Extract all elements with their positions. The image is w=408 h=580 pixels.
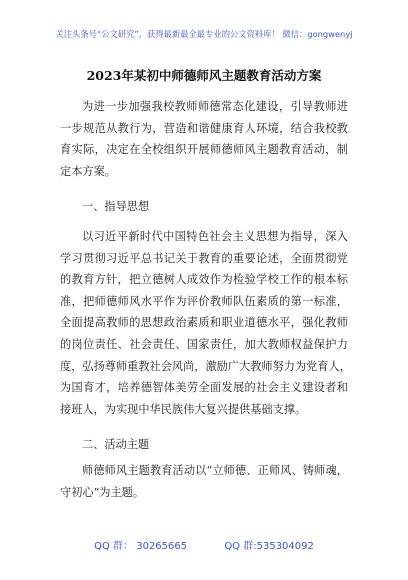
intro-paragraph	[60, 96, 348, 182]
paragraph-line: 为国育才，培养德智体美劳全面发展的社会主义建设者和	[60, 381, 348, 395]
footer-qq-group-1: QQ 群： 30265665	[94, 541, 188, 552]
document-title: 2023年某初中师德师风主题教育活动方案	[86, 68, 322, 83]
paragraph-line: 师德师风主题教育活动以“立师德、正师风、铸师魂，	[82, 464, 348, 477]
paragraph-line: 以习近平新时代中国特色社会主义思想为指导，深入	[82, 230, 348, 243]
paragraph-line: 为进一步加强我校教师师德常态化建设，引导教师进	[82, 100, 348, 113]
section-heading-guiding-ideology: 一、指导思想	[82, 200, 150, 213]
header-note: 关注头条号“公文研究”，获得最新最全最专业的公文资料库！ 微信：gongwenyj	[55, 29, 353, 39]
paragraph-line: 定本方案。	[60, 164, 116, 178]
paragraph-line: 准，把师德师风水平作为评价教师队伍素质的第一标准，	[60, 294, 348, 308]
footer-qq-group-2: QQ 群:535304092	[224, 541, 314, 552]
paragraph-line: 的教育方针，把立德树人成效作为检验学校工作的根本标	[60, 273, 348, 287]
paragraph-line: 一步规范从教行为，营造和谐健康育人环境，结合我校教	[60, 121, 348, 135]
section-heading-activity-theme: 二、活动主题	[82, 438, 150, 451]
paragraph-line: 育实际，决定在全校组织开展师德师风主题教育活动，制	[60, 143, 348, 157]
paragraph-line: 的岗位责任、社会责任、国家责任，加大教师权益保护力	[60, 337, 348, 351]
paragraph-line: 接班人，为实现中华民族伟大复兴提供基础支撑。	[60, 402, 307, 416]
footer	[0, 537, 408, 552]
guiding-ideology-paragraph	[60, 226, 351, 420]
paragraph-line: 度，弘扬尊师重教社会风尚，激励广大教师努力为党育人，	[60, 359, 351, 373]
paragraph-line: 学习贯彻习近平总书记关于教育的重要论述，全面贯彻党	[60, 251, 348, 265]
activity-theme-paragraph	[60, 460, 348, 503]
paragraph-line: 全面提高教师的思想政治素质和职业道德水平，强化教师	[60, 316, 348, 330]
paragraph-line: 守初心”为主题。	[60, 485, 145, 499]
